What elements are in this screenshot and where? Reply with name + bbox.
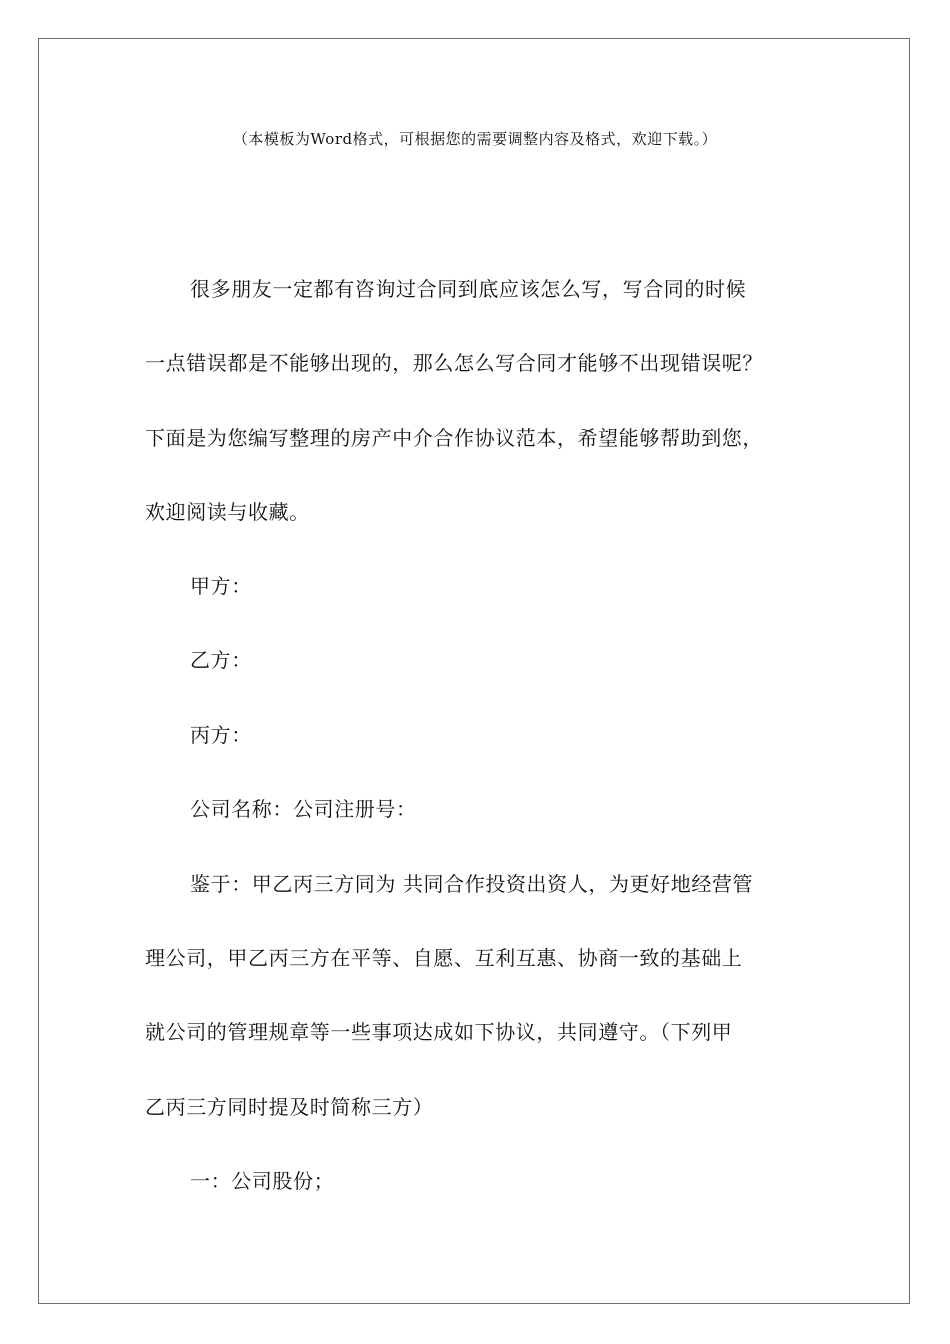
intro-line-2: 一点错误都是不能够出现的，那么怎么写合同才能够不出现错误呢？ <box>145 351 763 375</box>
whereas-line-2: 理公司，甲乙丙三方在平等、自愿、互利互惠、协商一致的基础上 <box>145 946 743 970</box>
party-c-label: 丙方： <box>190 723 252 747</box>
intro-line-3: 下面是为您编写整理的房产中介合作协议范本，希望能够帮助到您， <box>145 426 763 450</box>
company-info-label: 公司名称：公司注册号： <box>190 797 417 821</box>
section-heading-shares: 一：公司股份； <box>190 1169 335 1193</box>
template-note: （本模板为Word格式，可根据您的需要调整内容及格式，欢迎下载。） <box>232 130 718 148</box>
intro-line-4: 欢迎阅读与收藏。 <box>145 500 310 524</box>
party-b-label: 乙方： <box>190 648 252 672</box>
whereas-line-4: 乙丙三方同时提及时简称三方） <box>145 1095 434 1119</box>
party-a-label: 甲方： <box>190 574 252 598</box>
whereas-line-1: 鉴于：甲乙丙三方同为 共同合作投资出资人，为更好地经营管 <box>190 872 754 896</box>
whereas-line-3: 就公司的管理规章等一些事项达成如下协议，共同遵守。（下列甲 <box>145 1020 733 1044</box>
intro-line-1: 很多朋友一定都有咨询过合同到底应该怎么写，写合同的时候 <box>190 277 747 301</box>
